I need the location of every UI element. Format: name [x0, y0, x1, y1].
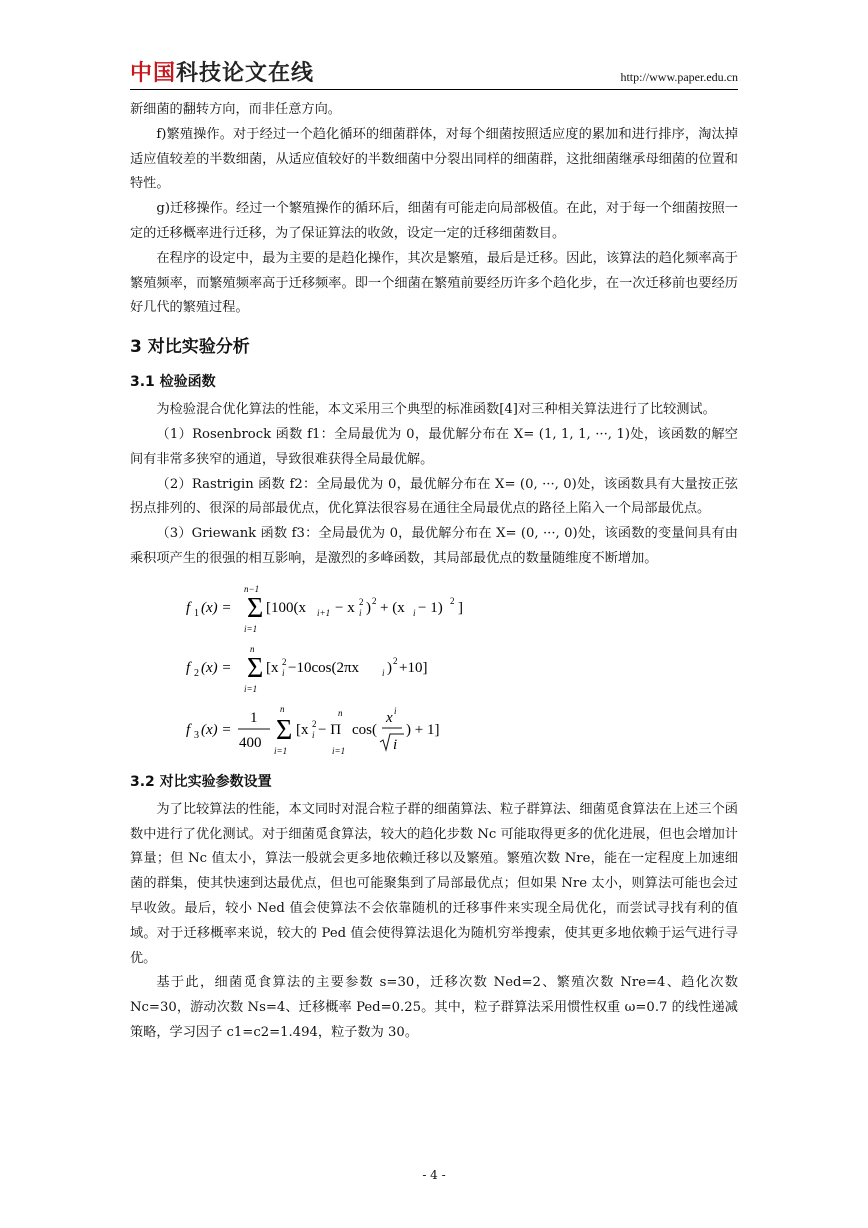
- eq-text: 2: [359, 596, 364, 607]
- eq-text: cos(: [352, 721, 377, 738]
- paragraph: 为了比较算法的性能，本文同时对混合粒子群的细菌算法、粒子群算法、细菌觅食算法在上述三个函数中进行了优化测试。对于细菌觅食算法，较大的趋化步数 Nc 可能取得更多的优化进展，但也会增加计算量；但 Nc 值太小，算法一般就会更多地依赖迁移以及繁殖。繁殖次数 Nre，能在一定程度上加速细菌的群集，使其快速到达最优点，但也可能聚集到了局部最优点；但如果 Nre 太小，则算法可能也会过早收敛。最后，较小 Ned 值会使算法不会依靠随机的迁移事件来实现全局优化，而尝试寻找有利的值域。对于迁移概率来说，较大的 Ped 值会使得算法退化为随机穷举搜索，使其更多地依赖于运气进行寻优。: [130, 801, 738, 966]
- eq-text: 1: [250, 709, 258, 726]
- equation-f2-svg: [186, 640, 586, 696]
- eq-text: 2: [372, 595, 377, 606]
- sigma-symbol: Σ: [276, 714, 293, 746]
- eq-text: n: [250, 643, 255, 654]
- equation-f2: [186, 640, 738, 696]
- eq-text: i: [393, 736, 398, 753]
- eq-text: x: [386, 709, 393, 726]
- eq-text: + (x: [380, 599, 405, 616]
- eq-text: (x) =: [201, 721, 232, 738]
- logo-red-text: 中国: [130, 61, 177, 86]
- paragraph: （2）Rastrigin 函数 f2：全局最优为 0，最优解分布在 X= (0, ···, 0)处，该函数具有大量按正弦拐点排列的、很深的局部最优点，优化算法很容易在通往全局最优点的路径上陷入一个局部最优点。: [130, 476, 738, 517]
- eq-text: i=1: [244, 683, 258, 694]
- site-logo: [130, 62, 314, 86]
- equation-f3-svg: [186, 700, 586, 760]
- eq-text: 2: [194, 667, 199, 679]
- eq-text: i=1: [274, 745, 288, 756]
- eq-text: f: [186, 599, 191, 616]
- page-number: - 4 -: [422, 1168, 446, 1182]
- eq-text: (x) =: [201, 599, 232, 616]
- paragraph: （3）Griewank 函数 f3：全局最优为 0，最优解分布在 X= (0, ···, 0)处，该函数的变量间具有由乘积项产生的很强的相互影响，是激烈的多峰函数，其局部最优点的数量随维度不断增加。: [130, 526, 738, 566]
- eq-text: 1: [194, 607, 199, 619]
- eq-text: i: [413, 607, 416, 618]
- sqrt-symbol: [380, 734, 404, 750]
- eq-text: i: [394, 705, 397, 716]
- paragraph: 基于此，细菌觅食算法的主要参数 s=30，迁移次数 Ned=2、繁殖次数 Nre=4、趋化次数 Nc=30，游动次数 Ns=4、迁移概率 Ped=0.25。其中，粒子群算法采用惯性权重 ω=0.7 的线性递减策略，学习因子 c1=c2=1.494，粒子数为 30。: [130, 975, 738, 1040]
- eq-text: n: [280, 703, 285, 714]
- eq-text: i+1: [317, 607, 331, 618]
- eq-text: 3: [194, 729, 199, 741]
- page-header: [130, 62, 738, 88]
- eq-text: 2: [282, 656, 287, 667]
- eq-text: ): [387, 659, 392, 676]
- eq-text: ) + 1]: [406, 721, 440, 738]
- eq-text: − x: [335, 599, 355, 616]
- paragraph: g)迁移操作。经过一个繁殖操作的循环后，细菌有可能走向局部极值。在此，对于每一个细菌按照一定的迁移概率进行迁移，为了保证算法的收敛，设定一定的迁移细菌数目。: [130, 201, 738, 241]
- eq-text: 2: [312, 718, 317, 729]
- eq-text: [x: [266, 659, 279, 676]
- eq-text: 400: [239, 734, 262, 751]
- eq-text: −10cos(2πx: [288, 659, 360, 676]
- paragraph: （1）Rosenbrock 函数 f1：全局最优为 0，最优解分布在 X= (1, 1, 1, ···, 1)处，该函数的解空间有非常多狭窄的通道，导致很难获得全局最优解。: [130, 426, 738, 467]
- eq-text: [100(x: [266, 599, 306, 616]
- eq-text: i=1: [244, 623, 258, 634]
- eq-text: 2: [450, 595, 455, 606]
- eq-text: 2: [393, 655, 398, 666]
- subsection-heading: 3.1 检验函数: [130, 374, 216, 391]
- sigma-symbol: Σ: [247, 592, 264, 624]
- eq-text: i=1: [332, 745, 346, 756]
- eq-text: [x: [296, 721, 309, 738]
- eq-text: f: [186, 721, 191, 738]
- eq-text: n−1: [244, 583, 260, 594]
- sigma-symbol: Σ: [247, 652, 264, 684]
- eq-text: i: [282, 667, 285, 678]
- eq-text: (x) =: [201, 659, 232, 676]
- paragraph: 为检验混合优化算法的性能，本文采用三个典型的标准函数[4]对三种相关算法进行了比较测试。: [156, 402, 716, 418]
- logo-dark-text: 科技论文在线: [176, 61, 315, 86]
- eq-text: n: [338, 707, 343, 718]
- eq-text: − Π: [318, 721, 342, 738]
- equation-f1: [186, 580, 738, 636]
- eq-text: +10]: [399, 659, 428, 676]
- equation-f1-svg: [186, 580, 586, 636]
- eq-text: i: [312, 729, 315, 740]
- eq-text: i: [359, 607, 362, 618]
- eq-text: ]: [458, 599, 463, 616]
- paragraph: 新细菌的翻转方向，而非任意方向。: [130, 102, 341, 117]
- header-rule: [130, 89, 738, 90]
- section-heading: 3 对比实验分析: [130, 337, 250, 358]
- page-content: [130, 98, 738, 1046]
- paragraph: 在程序的设定中，最为主要的是趋化操作，其次是繁殖，最后是迁移。因此，该算法的趋化频率高于繁殖频率，而繁殖频率高于迁移频率。即一个细菌在繁殖前要经历许多个趋化步，在一次迁移前也要经历好几代的繁殖过程。: [130, 250, 738, 316]
- eq-text: f: [186, 659, 191, 676]
- eq-text: i: [382, 667, 385, 678]
- header-url[interactable]: http://www.paper.edu.cn: [620, 70, 738, 84]
- paragraph: f)繁殖操作。对于经过一个趋化循环的细菌群体，对每个细菌按照适应度的累加和进行排序，淘汰掉适应值较差的半数细菌，从适应值较好的半数细菌中分裂出同样的细菌群，这批细菌继承母细菌的位置和特性。: [130, 126, 738, 192]
- equation-f3: [186, 700, 738, 760]
- subsection-heading: 3.2 对比实验参数设置: [130, 773, 272, 790]
- eq-text: − 1): [418, 599, 443, 616]
- eq-text: ): [366, 599, 371, 616]
